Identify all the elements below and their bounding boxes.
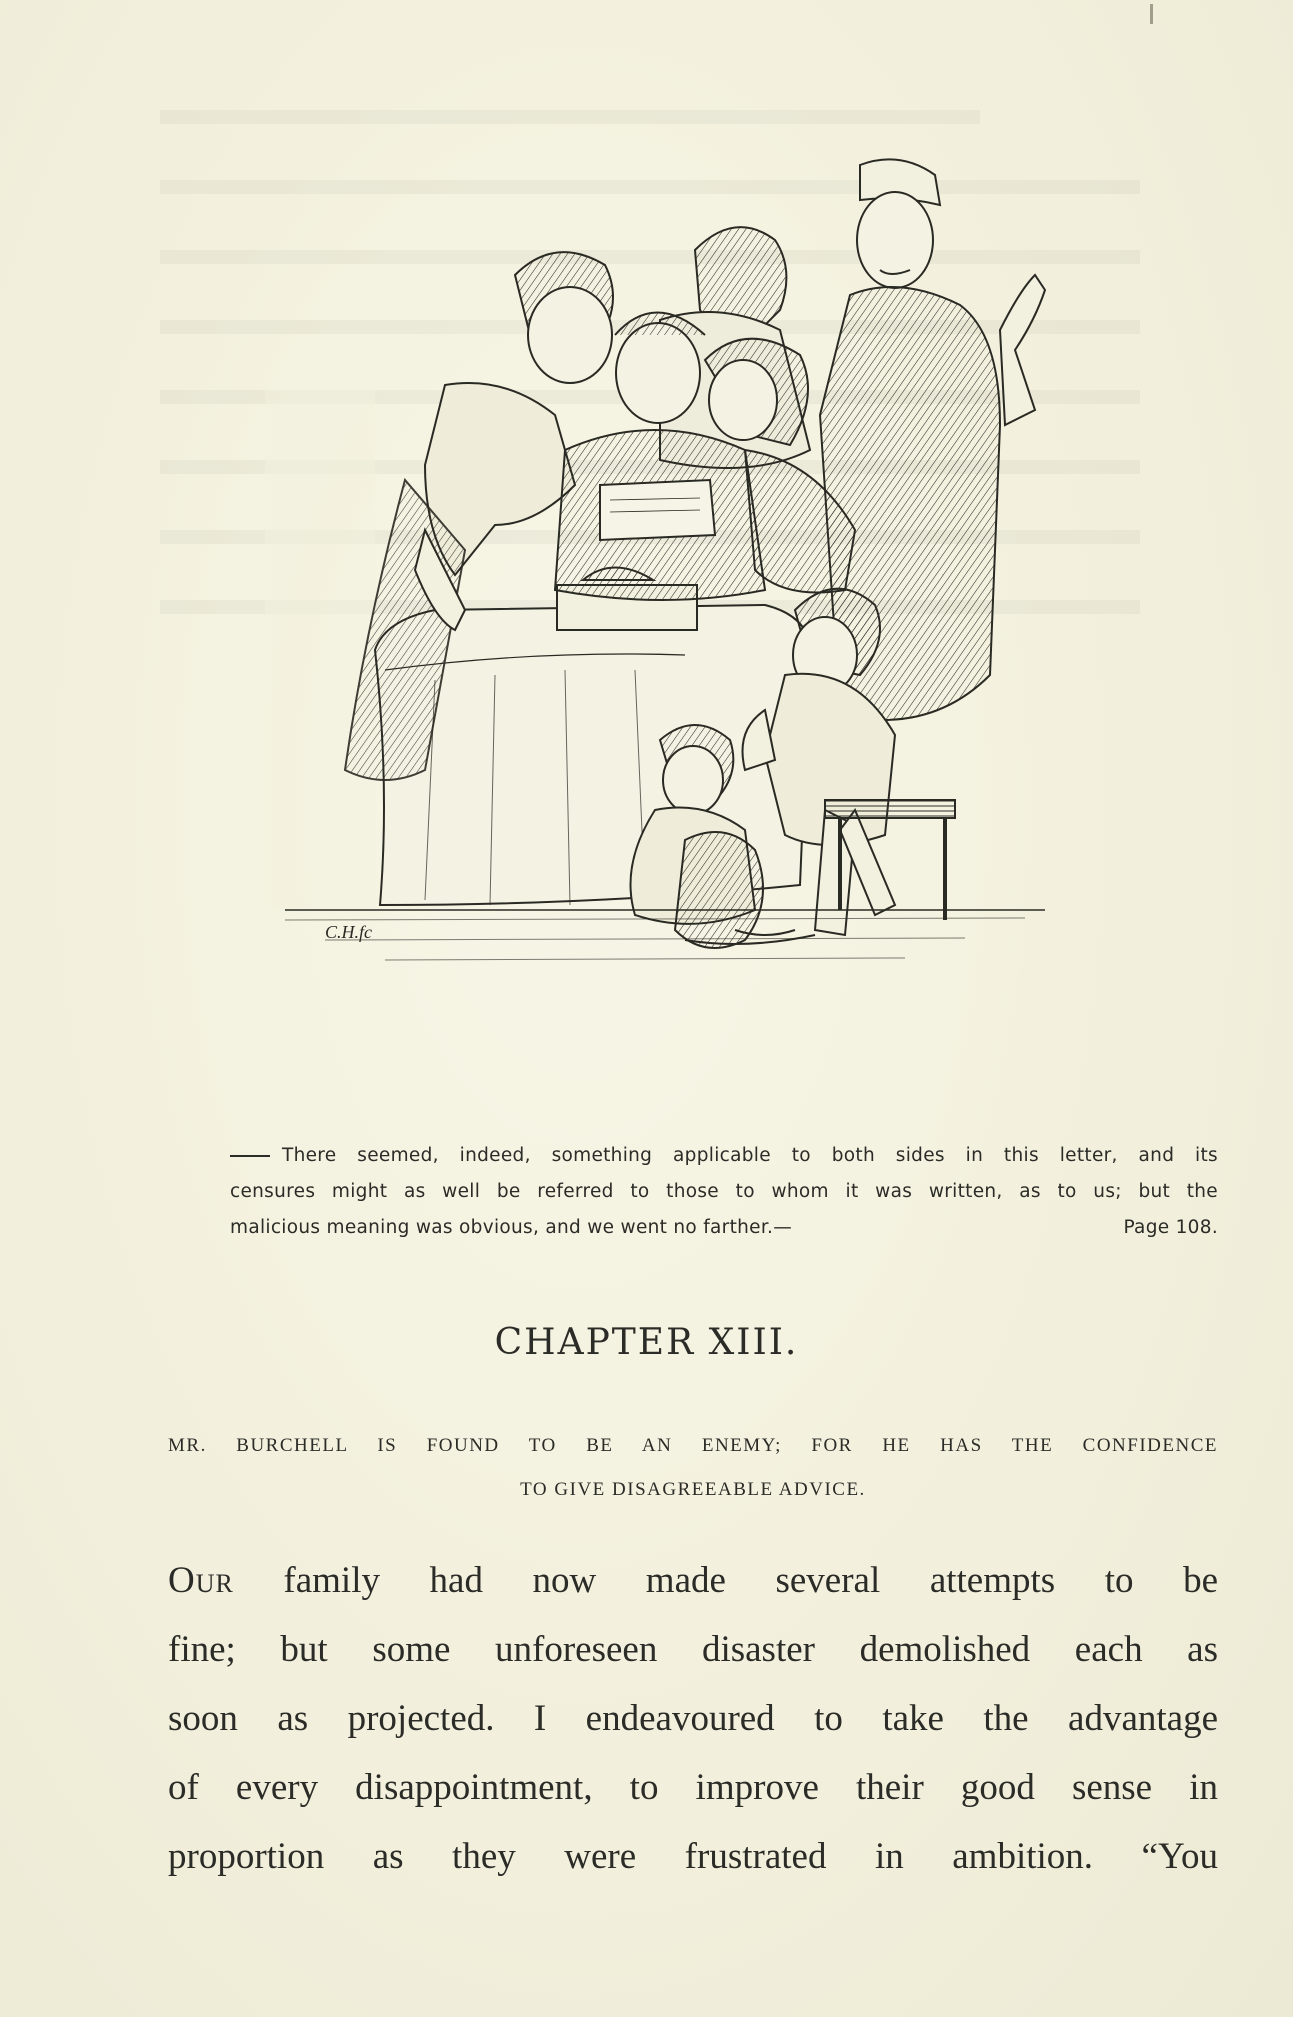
chapter-title: CHAPTER XIII. [494,1322,799,1363]
body-line-1 [168,1546,1218,1615]
body-line-5: proportion as they were frustrated in ambition. “You [168,1836,1218,1877]
body-line-4: of every disappointment, to improve their good sense in [168,1767,1218,1808]
caption-line-2: censures might as well be referred to those to whom it was written, as to us; but the [230,1181,1218,1202]
body-text [168,1546,1218,1891]
caption-dash [230,1155,270,1157]
opening-word: Our [168,1560,234,1601]
body-line-1-text: family had now made several attempts to be [233,1560,1218,1601]
chapter-subtitle-line-2: TO GIVE DISAGREEABLE ADVICE. [520,1479,866,1500]
chapter-subtitle-line-1: MR. BURCHELL IS FOUND TO BE AN ENEMY; FOR HE HAS THE CONFIDENCE [168,1435,1218,1456]
body-line-3: soon as projected. I endeavoured to take the advantage [168,1698,1218,1739]
caption-line-1-text: There seemed, indeed, something applicable to both sides in this letter, and its [282,1145,1218,1166]
illustration-caption [230,1138,1218,1246]
body-line-2: fine; but some unforeseen disaster demolished each as [168,1629,1218,1670]
caption-line-3 [230,1210,1218,1246]
chapter-subtitle [168,1424,1218,1512]
page-corner-mark [1150,4,1153,24]
caption-line-1 [230,1138,1218,1174]
caption-line-3-text: malicious meaning was obvious, and we went no farther.— [230,1217,793,1238]
engraver-signature: C.H.fc [325,922,372,942]
engraving-illustration [265,110,1085,1110]
caption-page-reference: Page 108. [1123,1217,1218,1238]
